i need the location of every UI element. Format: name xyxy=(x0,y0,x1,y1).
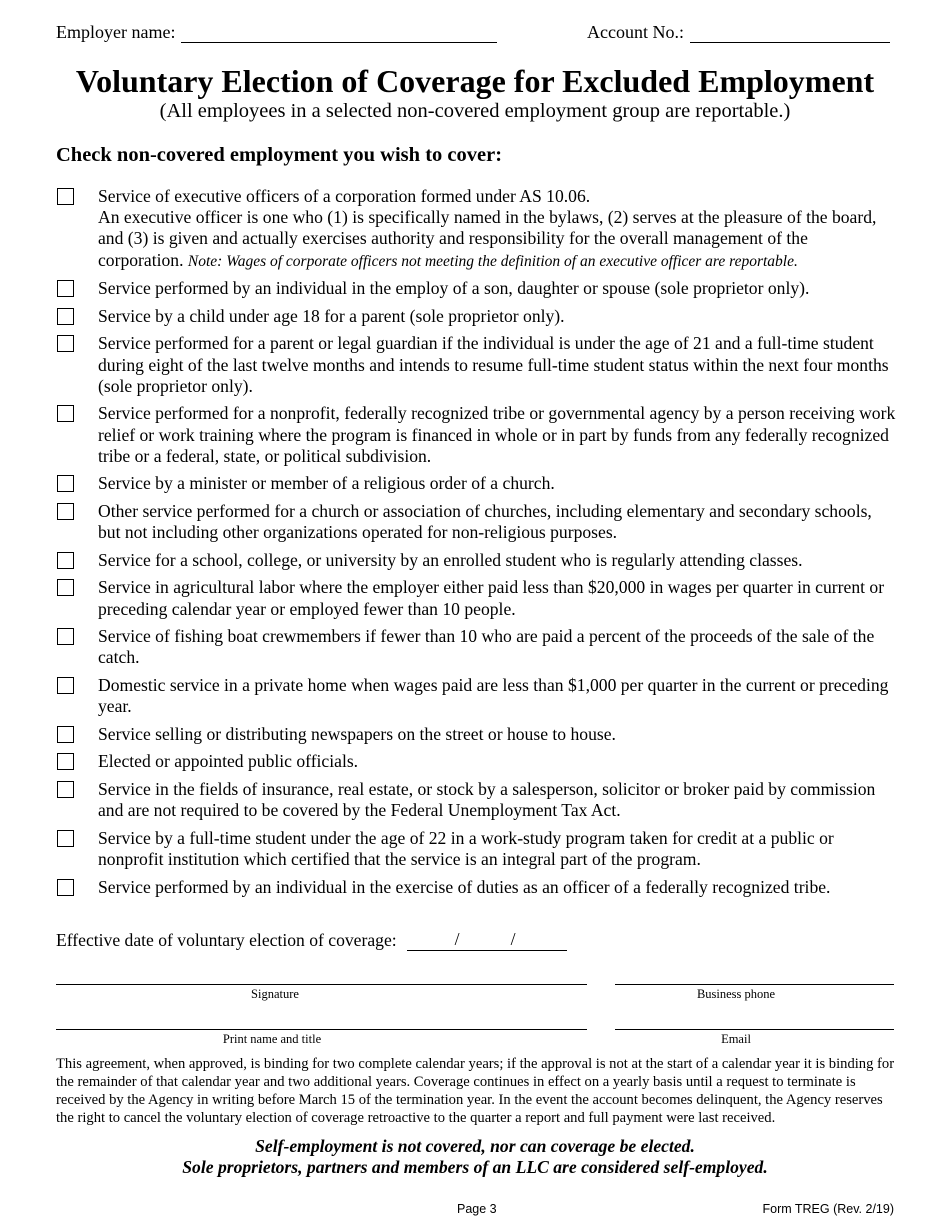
option-text: Service of fishing boat crewmembers if fewer than 10 who are paid a percent of the proceeds of the sale of the catch. xyxy=(98,626,875,668)
option-detail xyxy=(98,207,896,272)
coverage-option xyxy=(56,626,896,668)
self-employment-notice xyxy=(56,1136,894,1178)
employer-name-field xyxy=(56,22,497,43)
employer-name-label: Employer name: xyxy=(56,22,176,42)
page-subtitle: (All employees in a selected non-covered employment group are reportable.) xyxy=(159,100,791,122)
option-checkbox[interactable] xyxy=(57,726,74,743)
email-input[interactable] xyxy=(615,1029,894,1030)
coverage-option xyxy=(56,403,896,467)
option-checkbox[interactable] xyxy=(57,475,74,492)
option-text: Other service performed for a church or association of churches, including elementary and secondary schools, but not including other organizations operated for non-religious purposes. xyxy=(98,500,872,543)
agreement-text: This agreement, when approved, is binding for two complete calendar years; if the approval is not at the start of a calendar year it is binding for the remainder of that calendar year and two additional years. Coverage continues in effect on a yearly basis until a request to terminate is received by the Agency in writing before March 15 of the termination year. In the event the account becomes delinquent, the Agency reserves the right to cancel the voluntary election of coverage retroactive to the quarter a report and full payment were last received. xyxy=(56,1056,895,1126)
coverage-option xyxy=(56,577,896,619)
account-number-input[interactable] xyxy=(690,24,890,43)
option-text: Service by a minister or member of a religious order of a church. xyxy=(98,473,555,494)
option-text: Service by a full-time student under the age of 22 in a work-study program taken for credit at a public or nonprofit institution which certified that the service is an integral part of the program. xyxy=(98,827,834,869)
account-number-field xyxy=(587,22,890,43)
option-text: Service selling or distributing newspapers on the street or house to house. xyxy=(98,723,616,744)
page-number: Page 3 xyxy=(457,1202,497,1216)
option-checkbox[interactable] xyxy=(57,677,74,694)
option-checkbox[interactable] xyxy=(57,335,74,352)
coverage-option xyxy=(56,724,896,745)
email-label: Email xyxy=(721,1032,751,1046)
option-text: Elected or appointed public officials. xyxy=(98,751,359,772)
signature-label: Signature xyxy=(251,987,299,1001)
option-checkbox[interactable] xyxy=(57,552,74,569)
option-detail-text: An executive officer is one who (1) is specifically named in the bylaws, (2) serves at the pleasure of the board, and (3) is given and actually exercises authority and responsibility for the overall management of the corporation. xyxy=(98,207,877,270)
signature-input[interactable] xyxy=(56,984,587,985)
coverage-option xyxy=(56,751,896,772)
option-text: Service performed by an individual in the employ of a son, daughter or spouse (sole proprietor only). xyxy=(98,278,810,299)
option-note: Note: Wages of corporate officers not meeting the definition of an executive officer are reportable. xyxy=(187,252,798,270)
form-id: Form TREG (Rev. 2/19) xyxy=(762,1202,894,1216)
coverage-option xyxy=(56,186,896,272)
coverage-option xyxy=(56,675,896,717)
print-name-label: Print name and title xyxy=(222,1032,322,1046)
option-checkbox[interactable] xyxy=(57,879,74,896)
coverage-option xyxy=(56,828,896,870)
coverage-options-list xyxy=(56,186,896,904)
effective-date-row xyxy=(56,930,567,951)
effective-date-input[interactable] xyxy=(407,930,567,951)
date-separator: / xyxy=(454,929,460,949)
effective-date-label: Effective date of voluntary election of coverage: xyxy=(56,930,397,950)
coverage-option xyxy=(56,550,896,571)
option-text: Domestic service in a private home when wages paid are less than $1,000 per quarter in the current or preceding year. xyxy=(98,674,889,717)
account-number-label: Account No.: xyxy=(587,22,684,42)
notice-line-1: Self-employment is not covered, nor can coverage be elected. xyxy=(255,1136,695,1156)
coverage-option xyxy=(56,501,896,543)
header-row xyxy=(56,22,894,48)
notice-line-2: Sole proprietors, partners and members of an LLC are considered self-employed. xyxy=(182,1157,768,1177)
employer-name-input[interactable] xyxy=(181,24,497,43)
coverage-option xyxy=(56,306,896,327)
option-text: Service performed for a parent or legal guardian if the individual is under the age of 21 and a full-time student during eight of the last twelve months and intends to resume full-time student status within the next four months (sole proprietor only). xyxy=(98,333,889,396)
print-name-input[interactable] xyxy=(56,1029,587,1030)
coverage-option xyxy=(56,473,896,494)
option-checkbox[interactable] xyxy=(57,628,74,645)
business-phone-input[interactable] xyxy=(615,984,894,985)
option-text: Service of executive officers of a corporation formed under AS 10.06. xyxy=(98,186,591,206)
option-checkbox[interactable] xyxy=(57,280,74,297)
coverage-option xyxy=(56,278,896,299)
option-text: Service by a child under age 18 for a parent (sole proprietor only). xyxy=(98,305,565,326)
option-checkbox[interactable] xyxy=(57,830,74,847)
option-checkbox[interactable] xyxy=(57,405,74,422)
option-checkbox[interactable] xyxy=(57,308,74,325)
option-checkbox[interactable] xyxy=(57,188,74,205)
option-text: Service in agricultural labor where the employer either paid less than $20,000 in wages per quarter in current or preceding calendar year or employed fewer than 10 people. xyxy=(98,577,885,619)
date-separator: / xyxy=(510,929,516,949)
option-checkbox[interactable] xyxy=(57,579,74,596)
coverage-option xyxy=(56,779,896,821)
coverage-option xyxy=(56,877,896,898)
option-text: Service performed by an individual in the exercise of duties as an officer of a federally recognized tribe. xyxy=(98,876,831,897)
option-text: Service in the fields of insurance, real estate, or stock by a salesperson, solicitor or broker paid by commission and are not required to be covered by the Federal Unemployment Tax Act. xyxy=(98,778,876,821)
option-checkbox[interactable] xyxy=(57,753,74,770)
business-phone-label: Business phone xyxy=(696,987,776,1001)
option-checkbox[interactable] xyxy=(57,781,74,798)
page-title: Voluntary Election of Coverage for Excluded Employment xyxy=(75,63,875,99)
section-heading: Check non-covered employment you wish to cover: xyxy=(56,144,503,166)
option-checkbox[interactable] xyxy=(57,503,74,520)
coverage-option xyxy=(56,333,896,397)
option-text: Service performed for a nonprofit, federally recognized tribe or governmental agency by a person receiving work relief or work training where the program is financed in whole or in part by funds from any federally recognized tribe or a federal, state, or political subdivision. xyxy=(98,403,896,466)
option-text: Service for a school, college, or university by an enrolled student who is regularly attending classes. xyxy=(98,549,803,570)
